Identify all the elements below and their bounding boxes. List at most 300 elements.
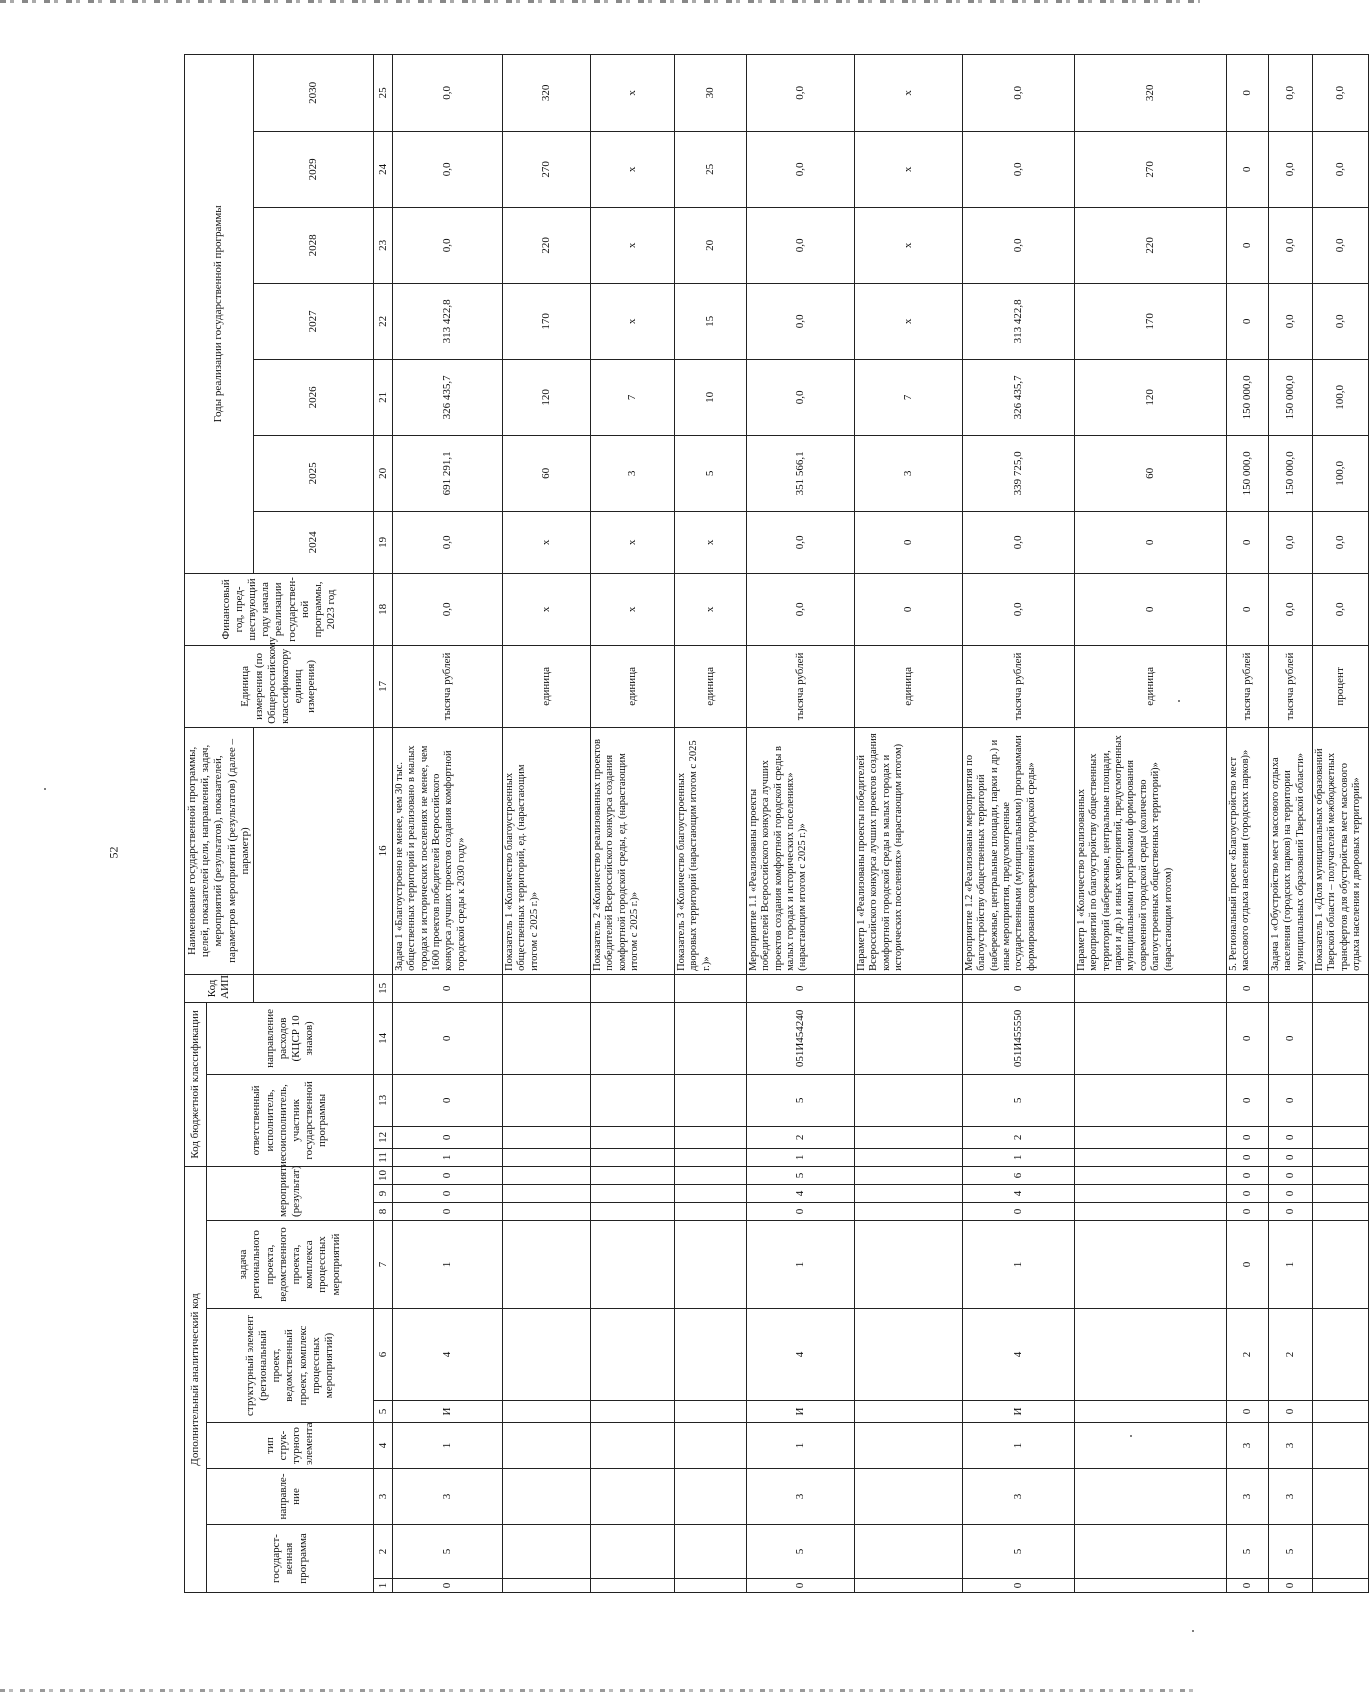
- header-unit: Единица измерения (по Общероссийскому классификатору единиц измерения): [185, 645, 374, 727]
- value-cell: 0,0: [1312, 573, 1368, 645]
- header-struct-type: тип струк-турного элемента: [207, 1423, 374, 1469]
- column-number: 18: [373, 573, 392, 645]
- column-number: 8: [373, 1203, 392, 1221]
- code-cell: 0: [962, 974, 1074, 1002]
- column-number: 25: [373, 54, 392, 131]
- value-cell: 691 291,1: [392, 435, 502, 511]
- code-cell: 2: [1226, 1309, 1268, 1401]
- code-cell: 3: [1268, 1469, 1312, 1525]
- code-cell: 0: [1226, 1166, 1268, 1184]
- code-cell: 4: [746, 1309, 854, 1401]
- code-cell: [1074, 1579, 1226, 1593]
- code-cell: 0: [392, 1074, 502, 1126]
- code-cell: [1312, 1401, 1368, 1423]
- code-cell: [854, 1579, 962, 1593]
- code-cell: [674, 1074, 746, 1126]
- column-number: 10: [373, 1166, 392, 1184]
- code-cell: [502, 1185, 590, 1203]
- value-cell: 326 435,7: [962, 359, 1074, 435]
- code-cell: [674, 1002, 746, 1074]
- value-cell: 0,0: [962, 54, 1074, 131]
- item-name-cell: Показатель 3 «Количество благоустроенных дворовых территорий (нарастающим итогом с 2025 г.)»: [674, 727, 746, 974]
- column-number: 1: [373, 1579, 392, 1593]
- value-cell: 120: [502, 359, 590, 435]
- item-name-cell: Показатель 1 «Количество благоустроенных общественных территорий, ед. (нарастающим итогом с 2025 г.)»: [502, 727, 590, 974]
- item-name-cell: Параметр 1 «Реализованы проекты победителей Всероссийского конкурса лучших проектов создания комфортной городской среды в малых городах и исторических поселениях» (нарастающим итогом): [854, 727, 962, 974]
- program-table: [184, 54, 1369, 1593]
- code-cell: [674, 1309, 746, 1401]
- unit-cell: процент: [1312, 645, 1368, 727]
- code-cell: 5: [746, 1166, 854, 1184]
- header-year-2026: 2026: [253, 359, 373, 435]
- code-cell: И: [746, 1401, 854, 1423]
- value-cell: х: [854, 283, 962, 359]
- code-cell: [590, 1166, 674, 1184]
- code-cell: 2: [1268, 1309, 1312, 1401]
- value-cell: 0,0: [392, 207, 502, 283]
- value-cell: 313 422,8: [962, 283, 1074, 359]
- value-cell: 313 422,8: [392, 283, 502, 359]
- code-cell: 5: [746, 1074, 854, 1126]
- code-cell: [1074, 1148, 1226, 1166]
- header-year-2027: 2027: [253, 283, 373, 359]
- code-cell: 051И455550: [962, 1002, 1074, 1074]
- value-cell: 0,0: [1268, 131, 1312, 207]
- value-cell: 320: [1074, 54, 1226, 131]
- code-cell: [502, 1525, 590, 1579]
- column-number: 16: [373, 727, 392, 974]
- table-row: [1074, 54, 1226, 1592]
- header-aip: Код АИП: [185, 974, 254, 1002]
- value-cell: 320: [502, 54, 590, 131]
- code-cell: [854, 1166, 962, 1184]
- value-cell: 0,0: [962, 573, 1074, 645]
- value-cell: 0,0: [1268, 207, 1312, 283]
- code-cell: [854, 1203, 962, 1221]
- column-number: 9: [373, 1185, 392, 1203]
- code-cell: 3: [1226, 1423, 1268, 1469]
- code-cell: [1312, 1126, 1368, 1148]
- value-cell: 0,0: [962, 207, 1074, 283]
- code-cell: [1074, 974, 1226, 1002]
- code-cell: 2: [746, 1126, 854, 1148]
- code-cell: 3: [1226, 1469, 1268, 1525]
- value-cell: 326 435,7: [392, 359, 502, 435]
- code-cell: [590, 1002, 674, 1074]
- code-cell: [1074, 1309, 1226, 1401]
- code-cell: 5: [1226, 1525, 1268, 1579]
- code-cell: 0: [1268, 1074, 1312, 1126]
- code-cell: [854, 1126, 962, 1148]
- code-cell: 3: [962, 1469, 1074, 1525]
- code-cell: 0: [392, 1002, 502, 1074]
- value-cell: 0: [1226, 54, 1268, 131]
- value-cell: 0,0: [746, 283, 854, 359]
- code-cell: 1: [746, 1423, 854, 1469]
- header-task: задача регионального проекта, ведомственного проекта, комплекса процессных мероприятий: [207, 1221, 374, 1309]
- code-cell: [590, 1203, 674, 1221]
- code-cell: [674, 1126, 746, 1148]
- unit-cell: единица: [502, 645, 590, 727]
- code-cell: [1074, 1401, 1226, 1423]
- code-cell: [1312, 1185, 1368, 1203]
- code-cell: 0: [392, 1185, 502, 1203]
- code-cell: [674, 1203, 746, 1221]
- code-cell: 0: [1226, 1203, 1268, 1221]
- header-years-group: Годы реализации государственной программы: [185, 54, 254, 573]
- header-expense: направление расходов (КЦСР 10 знаков): [207, 1002, 374, 1074]
- code-cell: [854, 974, 962, 1002]
- code-cell: [1312, 1423, 1368, 1469]
- table-row: [1226, 54, 1268, 1592]
- code-cell: 4: [746, 1185, 854, 1203]
- value-cell: х: [590, 573, 674, 645]
- item-name-cell: 5. Региональный проект «Благоустройство мест массового отдыха населения (городских парков)»: [1226, 727, 1268, 974]
- code-cell: [1074, 1126, 1226, 1148]
- value-cell: 0: [1226, 131, 1268, 207]
- value-cell: 7: [854, 359, 962, 435]
- value-cell: 0,0: [1268, 511, 1312, 573]
- value-cell: 0,0: [962, 511, 1074, 573]
- table-body: [392, 54, 1368, 1592]
- code-cell: [854, 1074, 962, 1126]
- code-cell: 0: [1226, 1126, 1268, 1148]
- value-cell: 30: [674, 54, 746, 131]
- value-cell: 270: [502, 131, 590, 207]
- code-cell: [674, 1423, 746, 1469]
- code-cell: 0: [962, 1579, 1074, 1593]
- header-fin-year: Финансовый год, пред-шествующий году начала реализации государствен-ной программы, 2023 год: [185, 573, 374, 645]
- value-cell: 0,0: [392, 54, 502, 131]
- value-cell: 25: [674, 131, 746, 207]
- code-cell: [502, 1401, 590, 1423]
- code-cell: [502, 974, 590, 1002]
- item-name-cell: Задача 1 «Обустройство мест массового отдыха населения (городских парков) на территории муниципальных образований Тверской области»: [1268, 727, 1312, 974]
- code-cell: 1: [746, 1221, 854, 1309]
- page-number: 52: [106, 846, 121, 859]
- value-cell: 150 000,0: [1226, 435, 1268, 511]
- value-cell: 0,0: [746, 573, 854, 645]
- value-cell: 15: [674, 283, 746, 359]
- column-number: 23: [373, 207, 392, 283]
- value-cell: х: [502, 511, 590, 573]
- code-cell: 0: [1268, 1185, 1312, 1203]
- code-cell: 0: [392, 1203, 502, 1221]
- value-cell: 0,0: [746, 359, 854, 435]
- code-cell: [1074, 1203, 1226, 1221]
- header-direction: направле-ние: [207, 1469, 374, 1525]
- value-cell: 60: [1074, 435, 1226, 511]
- code-cell: 0: [392, 974, 502, 1002]
- column-number: 22: [373, 283, 392, 359]
- column-number: 12: [373, 1126, 392, 1148]
- column-number: 2: [373, 1525, 392, 1579]
- code-cell: [674, 1166, 746, 1184]
- value-cell: х: [854, 207, 962, 283]
- rotated-table-area: [184, 81, 1363, 1593]
- value-cell: 0,0: [1268, 283, 1312, 359]
- code-cell: [590, 1126, 674, 1148]
- code-cell: 0: [392, 1166, 502, 1184]
- code-cell: 0: [746, 974, 854, 1002]
- code-cell: 0: [746, 1203, 854, 1221]
- column-number: 24: [373, 131, 392, 207]
- code-cell: [590, 1221, 674, 1309]
- value-cell: 0: [854, 573, 962, 645]
- header-aip-cont: [253, 974, 373, 1002]
- code-cell: 1: [962, 1221, 1074, 1309]
- code-cell: 3: [1268, 1423, 1312, 1469]
- code-cell: [502, 1469, 590, 1525]
- code-cell: 0: [392, 1579, 502, 1593]
- table-row: [1312, 54, 1368, 1592]
- scan-speck: [1192, 1630, 1194, 1632]
- value-cell: х: [590, 283, 674, 359]
- value-cell: 0: [1226, 207, 1268, 283]
- code-cell: [854, 1525, 962, 1579]
- code-cell: 051И454240: [746, 1002, 854, 1074]
- value-cell: 60: [502, 435, 590, 511]
- value-cell: х: [590, 131, 674, 207]
- code-cell: 0: [746, 1579, 854, 1593]
- code-cell: [1074, 1423, 1226, 1469]
- value-cell: 220: [1074, 207, 1226, 283]
- value-cell: 0,0: [746, 511, 854, 573]
- code-cell: 0: [1268, 1126, 1312, 1148]
- code-cell: [1074, 1166, 1226, 1184]
- code-cell: 5: [746, 1525, 854, 1579]
- code-cell: [854, 1185, 962, 1203]
- value-cell: 170: [1074, 283, 1226, 359]
- unit-cell: единица: [590, 645, 674, 727]
- code-cell: [590, 1401, 674, 1423]
- column-number: 3: [373, 1469, 392, 1525]
- value-cell: 3: [590, 435, 674, 511]
- code-cell: [674, 1401, 746, 1423]
- code-cell: 2: [962, 1126, 1074, 1148]
- code-cell: [674, 974, 746, 1002]
- code-cell: 6: [962, 1166, 1074, 1184]
- header-program: государст-венная программа: [207, 1525, 374, 1593]
- code-cell: [1074, 1002, 1226, 1074]
- code-cell: 5: [1268, 1525, 1312, 1579]
- value-cell: 0,0: [1312, 131, 1368, 207]
- code-cell: 0: [1226, 1401, 1268, 1423]
- code-cell: 0: [1268, 1579, 1312, 1593]
- code-cell: [1268, 974, 1312, 1002]
- code-cell: [1074, 1469, 1226, 1525]
- code-cell: 0: [1268, 1148, 1312, 1166]
- code-cell: [1074, 1221, 1226, 1309]
- code-cell: [674, 1221, 746, 1309]
- value-cell: 150 000,0: [1268, 435, 1312, 511]
- item-name-cell: Показатель 2 «Количество реализованных проектов победителей Всероссийского конкурса создания комфортной городской среды, ед. (нарастающим итогом с 2025 г.)»: [590, 727, 674, 974]
- code-cell: [1312, 1203, 1368, 1221]
- code-cell: [502, 1221, 590, 1309]
- value-cell: 0,0: [392, 131, 502, 207]
- code-cell: 4: [962, 1309, 1074, 1401]
- code-cell: 0: [1268, 1166, 1312, 1184]
- value-cell: 0: [1074, 573, 1226, 645]
- code-cell: [590, 1423, 674, 1469]
- header-additional-code: Дополнительный аналитический код: [185, 1166, 207, 1592]
- code-cell: 4: [392, 1309, 502, 1401]
- value-cell: 0: [1226, 573, 1268, 645]
- code-cell: 0: [392, 1126, 502, 1148]
- code-cell: И: [392, 1401, 502, 1423]
- code-cell: [854, 1221, 962, 1309]
- header-name-cont: [253, 727, 373, 974]
- value-cell: 150 000,0: [1226, 359, 1268, 435]
- code-cell: [1312, 1469, 1368, 1525]
- column-number: 6: [373, 1309, 392, 1401]
- code-cell: 3: [746, 1469, 854, 1525]
- code-cell: 0: [1226, 1185, 1268, 1203]
- value-cell: 7: [590, 359, 674, 435]
- value-cell: 351 566,1: [746, 435, 854, 511]
- code-cell: [590, 1469, 674, 1525]
- header-name: Наименование государственной программы, целей, показателей цели, направлений, задач, мероприятий (результатов), показателей, параметров мероприятий (результатов) (далее – параметр): [185, 727, 254, 974]
- code-cell: И: [962, 1401, 1074, 1423]
- code-cell: 0: [1226, 1002, 1268, 1074]
- value-cell: х: [590, 54, 674, 131]
- value-cell: 0,0: [962, 131, 1074, 207]
- value-cell: 100,0: [1312, 435, 1368, 511]
- column-number: 15: [373, 974, 392, 1002]
- table-row: [674, 54, 746, 1592]
- column-number: 20: [373, 435, 392, 511]
- unit-cell: тысяча рублей: [1226, 645, 1268, 727]
- value-cell: 3: [854, 435, 962, 511]
- header-year-2030: 2030: [253, 54, 373, 131]
- unit-cell: тысяча рублей: [962, 645, 1074, 727]
- code-cell: [1312, 1166, 1368, 1184]
- column-number: 7: [373, 1221, 392, 1309]
- value-cell: 0: [1074, 511, 1226, 573]
- column-number: 13: [373, 1074, 392, 1126]
- table-row: [502, 54, 590, 1592]
- value-cell: 220: [502, 207, 590, 283]
- column-number: 19: [373, 511, 392, 573]
- column-number: 4: [373, 1423, 392, 1469]
- value-cell: х: [674, 573, 746, 645]
- code-cell: [854, 1002, 962, 1074]
- table-row: [854, 54, 962, 1592]
- item-name-cell: Задача 1 «Благоустроено не менее, чем 30 тыс. общественных территорий и реализовано в малых городах и исторических поселениях не менее, чем 1600 проектов победителей Всероссийского конкурса лучших проектов создания комфортной городской среды к 2030 году»: [392, 727, 502, 974]
- code-cell: 1: [962, 1148, 1074, 1166]
- value-cell: 10: [674, 359, 746, 435]
- code-cell: [502, 1166, 590, 1184]
- code-cell: [590, 1579, 674, 1593]
- column-number-row: [373, 54, 392, 1592]
- code-cell: 0: [1226, 1074, 1268, 1126]
- header-year-2024: 2024: [253, 511, 373, 573]
- column-number: 17: [373, 645, 392, 727]
- code-cell: [590, 974, 674, 1002]
- unit-cell: единица: [1074, 645, 1226, 727]
- code-cell: [1312, 1221, 1368, 1309]
- scan-edge-top: [0, 0, 1200, 3]
- code-cell: 1: [962, 1423, 1074, 1469]
- code-cell: [1074, 1074, 1226, 1126]
- unit-cell: единица: [854, 645, 962, 727]
- value-cell: 0,0: [1312, 207, 1368, 283]
- code-cell: 0: [1226, 1221, 1268, 1309]
- value-cell: 270: [1074, 131, 1226, 207]
- code-cell: [1312, 974, 1368, 1002]
- code-cell: [502, 1002, 590, 1074]
- code-cell: [854, 1309, 962, 1401]
- code-cell: 1: [746, 1148, 854, 1166]
- column-number: 21: [373, 359, 392, 435]
- code-cell: 1: [392, 1423, 502, 1469]
- code-cell: [854, 1469, 962, 1525]
- column-number: 14: [373, 1002, 392, 1074]
- value-cell: 0,0: [1312, 511, 1368, 573]
- code-cell: [1312, 1074, 1368, 1126]
- code-cell: 4: [962, 1185, 1074, 1203]
- column-number: 11: [373, 1148, 392, 1166]
- code-cell: 0: [1268, 1401, 1312, 1423]
- code-cell: [854, 1401, 962, 1423]
- code-cell: [1312, 1309, 1368, 1401]
- value-cell: 5: [674, 435, 746, 511]
- code-cell: 5: [962, 1074, 1074, 1126]
- table-row: [962, 54, 1074, 1592]
- code-cell: 3: [392, 1469, 502, 1525]
- header-budget-code: Код бюджетной классификации: [185, 1002, 207, 1166]
- value-cell: 339 725,0: [962, 435, 1074, 511]
- code-cell: [502, 1309, 590, 1401]
- value-cell: 0,0: [1312, 283, 1368, 359]
- code-cell: [1074, 1185, 1226, 1203]
- unit-cell: тысяча рублей: [392, 645, 502, 727]
- code-cell: 1: [392, 1148, 502, 1166]
- value-cell: 0,0: [1268, 54, 1312, 131]
- unit-cell: единица: [674, 645, 746, 727]
- code-cell: 5: [962, 1525, 1074, 1579]
- code-cell: 0: [1268, 1203, 1312, 1221]
- value-cell: х: [590, 511, 674, 573]
- value-cell: х: [674, 511, 746, 573]
- value-cell: 0,0: [392, 573, 502, 645]
- value-cell: 0,0: [392, 511, 502, 573]
- code-cell: [1312, 1579, 1368, 1593]
- value-cell: х: [502, 573, 590, 645]
- value-cell: 20: [674, 207, 746, 283]
- table-row: [392, 54, 502, 1592]
- code-cell: [674, 1469, 746, 1525]
- value-cell: 170: [502, 283, 590, 359]
- value-cell: 150 000,0: [1268, 359, 1312, 435]
- item-name-cell: Показатель 1 «Доля муниципальных образований Тверской области – получателей межбюджетных трансфертов для обустройства мест массового отдыха населения и дворовых территорий»: [1312, 727, 1368, 974]
- code-cell: [502, 1203, 590, 1221]
- item-name-cell: Мероприятие 1.1 «Реализованы проекты победителей Всероссийского конкурса лучших проектов создания комфортной городской среды в малых городах и исторических поселениях» (нарастающим итогом с 2025 г.)»: [746, 727, 854, 974]
- code-cell: [674, 1525, 746, 1579]
- code-cell: [854, 1148, 962, 1166]
- value-cell: 0: [854, 511, 962, 573]
- value-cell: х: [854, 54, 962, 131]
- item-name-cell: Мероприятие 1.2 «Реализованы мероприятия по благоустройству общественных территорий (набережные, центральные площади, парки и др.) и иные мероприятия, предусмотренные государственными (муниципальными) программами формирования современной городской среды»: [962, 727, 1074, 974]
- header-year-2029: 2029: [253, 131, 373, 207]
- value-cell: 0,0: [746, 207, 854, 283]
- value-cell: 0,0: [746, 54, 854, 131]
- value-cell: 0: [1226, 283, 1268, 359]
- code-cell: [1312, 1002, 1368, 1074]
- code-cell: [854, 1423, 962, 1469]
- header-responsible: ответственный исполнитель, соисполнитель, участник государственной программы: [207, 1074, 374, 1166]
- header-year-2025: 2025: [253, 435, 373, 511]
